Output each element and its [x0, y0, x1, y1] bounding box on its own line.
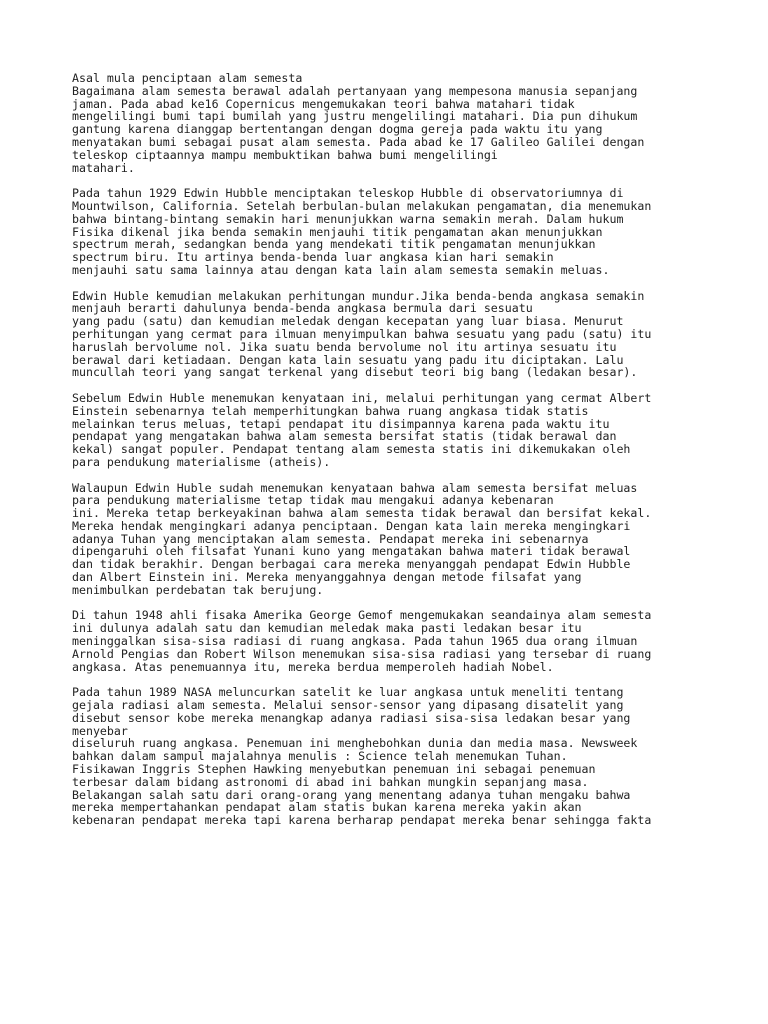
text-line: spectrum biru. Itu artinya benda-benda luar angkasa kian hari semakin	[72, 250, 554, 265]
text-line: disebut sensor kobe mereka menangkap adanya radiasi sisa-sisa ledakan besar yang	[72, 710, 631, 725]
text-line: gantung karena dianggap bertentangan dengan dogma gereja pada waktu itu yang	[72, 122, 603, 137]
text-line: Arnold Pengias dan Robert Wilson menemukan sisa-sisa radiasi yang tersebar di ruang	[72, 646, 652, 661]
text-line: ini dulunya adalah satu dan kemudian meledak maka pasti ledakan besar itu	[72, 621, 582, 636]
text-line: menjauhi satu sama lainnya atau dengan kata lain alam semesta semakin meluas.	[72, 262, 610, 277]
text-line: Einstein sebenarnya telah memperhitungkan bahwa ruang angkasa tidak statis	[72, 403, 589, 418]
text-line: para pendukung materialisme (atheis).	[72, 454, 331, 469]
text-line: Fisikawan Inggris Stephen Hawking menyebutkan penemuan ini sebagai penemuan	[72, 762, 596, 777]
text-line: angkasa. Atas penemuannya itu, mereka berdua memperoleh hadiah Nobel.	[72, 659, 554, 674]
text-line: Bagaimana alam semesta berawal adalah pertanyaan yang mempesona manusia sepanjang	[72, 83, 638, 98]
text-line: menjauh berarti dahulunya benda-benda angkasa bermula dari sesuatu	[72, 301, 533, 316]
text-line: gejala radiasi alam semesta. Melalui sensor-sensor yang dipasang disatelit yang	[72, 698, 624, 713]
text-line: Fisika dikenal jika benda semakin menjauhi titik pengamatan akan menunjukkan	[72, 224, 603, 239]
text-line: Mountwilson, California. Setelah berbulan-bulan melakukan pengamatan, dia menemukan	[72, 198, 652, 213]
text-line: bahkan dalam sampul majalahnya menulis : Science telah menemukan Tuhan.	[72, 749, 568, 764]
text-line: Walaupun Edwin Huble sudah menemukan kenyataan bahwa alam semesta bersifat meluas	[72, 480, 638, 495]
text-line: dan tidak berakhir. Dengan berbagai cara mereka menyanggah pendapat Edwin Hubble	[72, 557, 631, 572]
text-line: para pendukung materialisme tetap tidak mau mengakui adanya kebenaran	[72, 493, 554, 508]
text-line: spectrum merah, sedangkan benda yang mendekati titik pengamatan menunjukkan	[72, 237, 596, 252]
paragraph	[72, 392, 712, 469]
text-line: meninggalkan sisa-sisa radiasi di ruang angkasa. Pada tahun 1965 dua orang ilmuan	[72, 634, 638, 649]
text-line: adanya Tuhan yang menciptakan alam semesta. Pendapat mereka ini sebenarnya	[72, 531, 589, 546]
text-line: Edwin Huble kemudian melakukan perhitungan mundur.Jika benda-benda angkasa semakin	[72, 288, 645, 303]
text-line: Belakangan salah satu dari orang-orang yang menentang adanya tuhan mengaku bahwa	[72, 787, 631, 802]
text-line: Di tahun 1948 ahli fisaka Amerika George Gemof mengemukakan seandainya alam semesta	[72, 608, 652, 623]
paragraph	[72, 609, 712, 673]
paragraph-gap	[72, 469, 712, 482]
paragraph-gap	[72, 379, 712, 392]
text-line: yang padu (satu) dan kemudian meledak dengan kecepatan yang luar biasa. Menurut	[72, 314, 624, 329]
paragraph	[72, 482, 712, 597]
text-line: jaman. Pada abad ke16 Copernicus mengemukakan teori bahwa matahari tidak	[72, 96, 575, 111]
text-line: mengelilingi bumi tapi bumilah yang justru mengelilingi matahari. Dia pun dihukum	[72, 109, 638, 124]
text-line: terbesar dalam bidang astronomi di abad ini bahkan mungkin sepanjang masa.	[72, 774, 589, 789]
text-line: ini. Mereka tetap berkeyakinan bahwa alam semesta tidak berawal dan bersifat kekal.	[72, 506, 652, 521]
text-line: muncullah teori yang sangat terkenal yang disebut teori big bang (ledakan besar).	[72, 365, 638, 380]
text-line: melainkan terus meluas, tetapi pendapat itu disimpannya karena pada waktu itu	[72, 416, 610, 431]
text-line: menyebar	[72, 723, 128, 738]
text-line: matahari.	[72, 160, 135, 175]
paragraph-intro	[72, 72, 712, 174]
text-line: Sebelum Edwin Huble menemukan kenyataan ini, melalui perhitungan yang cermat Albert	[72, 390, 652, 405]
text-line: berawal dari ketiadaan. Dengan kata lain sesuatu yang padu itu diciptakan. Lalu	[72, 352, 624, 367]
text-line: perhitungan yang cermat para ilmuan menyimpulkan bahwa sesuatu yang padu (satu) itu	[72, 326, 652, 341]
text-line: dipengaruhi oleh filsafat Yunani kuno yang mengatakan bahwa materi tidak berawal	[72, 544, 631, 559]
text-line: kekal) sangat populer. Pendapat tentang alam semesta statis ini dikemukakan oleh	[72, 442, 631, 457]
text-line: dan Albert Einstein ini. Mereka menyanggahnya dengan metode filsafat yang	[72, 570, 582, 585]
text-line: teleskop ciptaannya mampu membuktikan bahwa bumi mengelilingi	[72, 147, 498, 162]
text-line: Mereka hendak mengingkari adanya penciptaan. Dengan kata lain mereka mengingkari	[72, 518, 631, 533]
document-page	[72, 72, 712, 827]
text-line: Pada tahun 1929 Edwin Hubble menciptakan teleskop Hubble di observatoriumnya di	[72, 186, 624, 201]
text-line: haruslah bervolume nol. Jika suatu benda bervolume nol itu artinya sesuatu itu	[72, 339, 617, 354]
text-line: bahwa bintang-bintang semakin hari menunjukkan warna semakin merah. Dalam hukum	[72, 211, 624, 226]
text-line: menimbulkan perdebatan tak berujung.	[72, 582, 324, 597]
text-line: diseluruh ruang angkasa. Penemuan ini menghebohkan dunia dan media masa. Newsweek	[72, 736, 638, 751]
text-line: Pada tahun 1989 NASA meluncurkan satelit ke luar angkasa untuk meneliti tentang	[72, 685, 624, 700]
document-title-line: Asal mula penciptaan alam semesta	[72, 71, 303, 85]
text-line: pendapat yang mengatakan bahwa alam semesta bersifat statis (tidak berawal dan	[72, 429, 617, 444]
paragraph	[72, 686, 712, 827]
paragraph	[72, 290, 712, 380]
text-line: mereka mempertahankan pendapat alam statis bukan karena mereka yakin akan	[72, 800, 582, 815]
paragraph-gap	[72, 277, 712, 290]
text-line: menyatakan bumi sebagai pusat alam semesta. Pada abad ke 17 Galileo Galilei dengan	[72, 134, 645, 149]
text-line: kebenaran pendapat mereka tapi karena berharap pendapat mereka benar sehingga fakta	[72, 813, 652, 828]
paragraph	[72, 187, 712, 277]
